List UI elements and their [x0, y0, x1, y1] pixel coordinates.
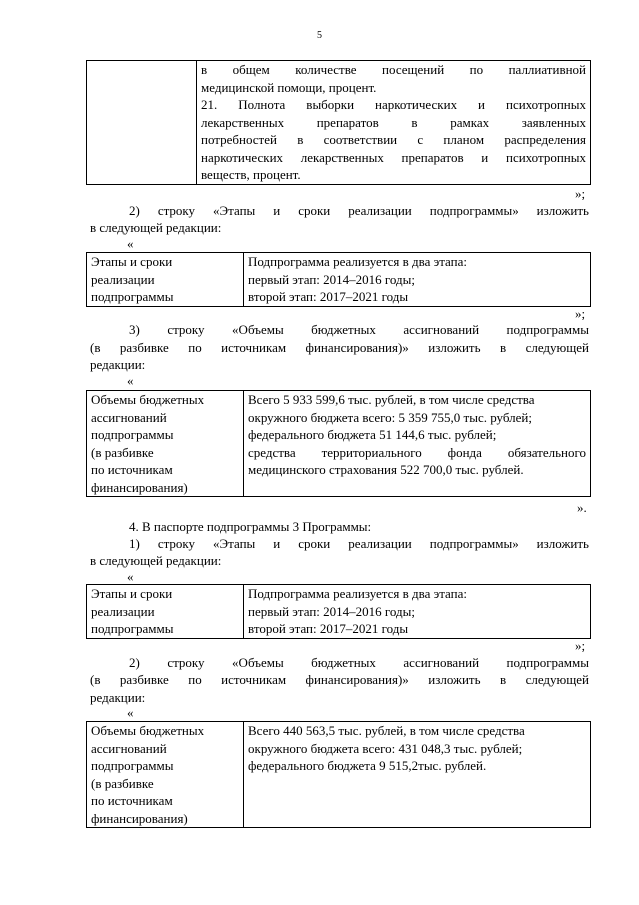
- indicators-table: [86, 60, 591, 185]
- volumes-label-1-line3: подпрограммы: [91, 427, 174, 442]
- volumes-value-1-line5: медицинского страхования 522 700,0 тыс. рублей.: [248, 462, 524, 477]
- volumes-label-cell-1: [87, 391, 244, 497]
- closing-quote-3: ».: [577, 500, 587, 515]
- indicators-left-cell: [87, 61, 197, 185]
- indicator-21-line5: веществ, процент.: [201, 167, 301, 182]
- s4-para-2-line2: (в разбивке по источникам финансирования)» изложить в следующей: [90, 672, 589, 687]
- s4-para-2-line1: 2) строку «Объемы бюджетных ассигнований подпрограммы: [129, 655, 589, 670]
- opening-quote-3: «: [127, 569, 134, 584]
- volumes-value-cell-1: [244, 391, 591, 497]
- volumes-label-2-line1: Объемы бюджетных: [91, 723, 205, 738]
- indicators-right-cell: [197, 61, 591, 185]
- volumes-table-2: [86, 721, 591, 828]
- stages-table-1: [86, 252, 591, 307]
- s4-para-2-line3: редакции:: [90, 690, 146, 705]
- indicator-20-line1: в общем количестве посещений по паллиативной: [201, 62, 586, 77]
- stages-label-1-line1: Этапы и сроки: [91, 254, 173, 269]
- stages-label-cell-2: [87, 585, 244, 639]
- stages-label-1-line2: реализации: [91, 271, 155, 287]
- stages-table-2: [86, 584, 591, 639]
- page-number: 5: [317, 30, 322, 41]
- closing-quote-1: »;: [575, 186, 586, 201]
- volumes-value-2-line1: Всего 440 563,5 тыс. рублей, в том числе средства: [248, 723, 525, 738]
- section-4-heading: 4. В паспорте подпрограммы 3 Программы:: [129, 519, 372, 534]
- stages-value-2-line2: первый этап: 2014–2016 годы;: [248, 603, 415, 619]
- para-2-line2: в следующей редакции:: [90, 220, 222, 235]
- opening-quote-2: «: [127, 373, 134, 388]
- stages-label-cell-1: [87, 253, 244, 307]
- stages-label-2-line1: Этапы и сроки: [91, 586, 173, 601]
- volumes-label-2-line6: финансирования): [91, 810, 188, 826]
- indicator-21-line1: 21. Полнота выборки наркотических и психотропных: [201, 97, 586, 112]
- stages-value-cell-1: [244, 253, 591, 307]
- stages-value-1-line2: первый этап: 2014–2016 годы;: [248, 271, 415, 287]
- closing-quote-2: »;: [575, 306, 586, 321]
- volumes-value-2-line2: окружного бюджета всего: 431 048,3 тыс. рублей;: [248, 740, 523, 756]
- indicator-21-line2: лекарственных препаратов в рамках заявленных: [201, 114, 586, 130]
- indicator-20-line2: медицинской помощи, процент.: [201, 79, 377, 95]
- para-3-line3: редакции:: [90, 357, 146, 372]
- s4-para-1-line1: 1) строку «Этапы и сроки реализации подпрограммы» изложить: [129, 536, 589, 551]
- stages-value-2-line3: второй этап: 2017–2021 годы: [248, 621, 409, 636]
- volumes-label-1-line1: Объемы бюджетных: [91, 392, 205, 407]
- closing-quote-4: »;: [575, 638, 586, 653]
- indicator-21-line4: наркотических лекарственных препаратов и психотропных: [201, 149, 586, 165]
- para-2-line1: 2) строку «Этапы и сроки реализации подпрограммы» изложить: [129, 203, 589, 218]
- volumes-label-1-line5: по источникам: [91, 462, 173, 477]
- volumes-label-2-line4: (в разбивке: [91, 775, 154, 791]
- volumes-table-1: [86, 390, 591, 497]
- volumes-value-2-line3: федерального бюджета 9 515,2тыс. рублей.: [248, 758, 487, 773]
- stages-label-1-line3: подпрограммы: [91, 289, 174, 304]
- volumes-value-cell-2: [244, 722, 591, 828]
- volumes-value-1-line2: окружного бюджета всего: 5 359 755,0 тыс. рублей;: [248, 409, 532, 425]
- opening-quote-1: «: [127, 236, 134, 251]
- volumes-value-1-line4: средства территориального фонда обязательного: [248, 444, 586, 460]
- volumes-label-cell-2: [87, 722, 244, 828]
- volumes-label-1-line2: ассигнований: [91, 409, 167, 425]
- volumes-label-1-line6: финансирования): [91, 479, 188, 495]
- volumes-label-1-line4: (в разбивке: [91, 444, 154, 460]
- stages-value-1-line1: Подпрограмма реализуется в два этапа:: [248, 254, 467, 269]
- para-3-line2: (в разбивке по источникам финансирования)» изложить в следующей: [90, 340, 589, 355]
- stages-value-cell-2: [244, 585, 591, 639]
- stages-value-1-line3: второй этап: 2017–2021 годы: [248, 289, 409, 304]
- para-3-line1: 3) строку «Объемы бюджетных ассигнований подпрограммы: [129, 322, 589, 337]
- volumes-value-1-line3: федерального бюджета 51 144,6 тыс. рублей;: [248, 427, 497, 442]
- indicator-21-line3: потребностей в соответствии с планом распределения: [201, 132, 586, 147]
- stages-value-2-line1: Подпрограмма реализуется в два этапа:: [248, 586, 467, 601]
- stages-label-2-line3: подпрограммы: [91, 621, 174, 636]
- volumes-label-2-line3: подпрограммы: [91, 758, 174, 773]
- opening-quote-4: «: [127, 705, 134, 720]
- volumes-label-2-line2: ассигнований: [91, 740, 167, 756]
- s4-para-1-line2: в следующей редакции:: [90, 553, 222, 568]
- stages-label-2-line2: реализации: [91, 603, 155, 619]
- volumes-label-2-line5: по источникам: [91, 793, 173, 808]
- volumes-value-1-line1: Всего 5 933 599,6 тыс. рублей, в том числе средства: [248, 392, 535, 407]
